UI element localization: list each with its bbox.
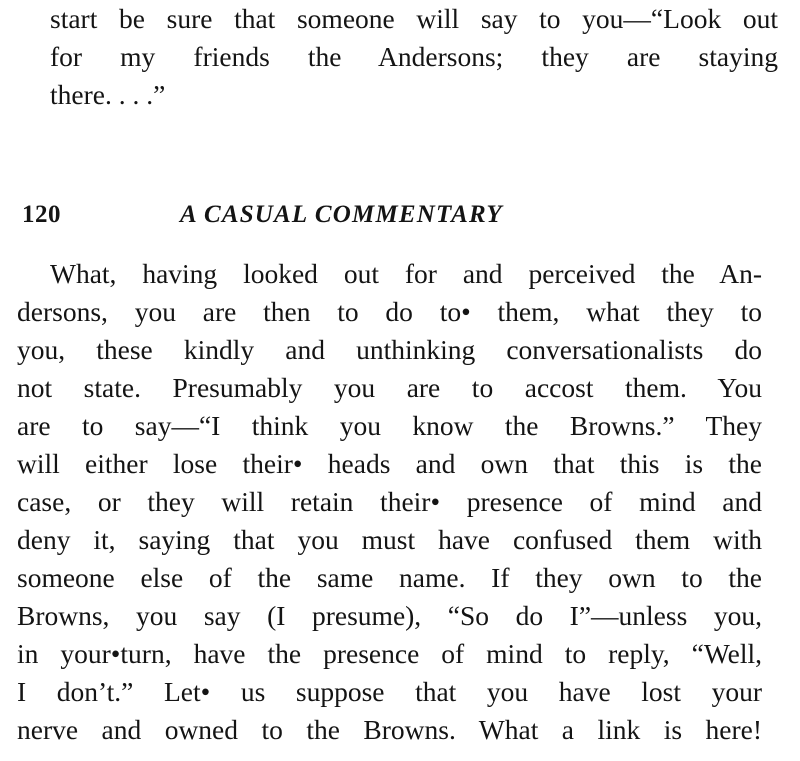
text-line: case, or they will retain their• presence of mind and	[17, 486, 762, 517]
text-line: What, having looked out for and perceived the An-	[50, 258, 762, 289]
text-line: start be sure that someone will say to you—“Look out	[50, 3, 778, 34]
text-line: not state. Presumably you are to accost them. You	[17, 372, 762, 403]
text-line: Browns, you say (I presume), “So do I”—unless you,	[17, 600, 762, 631]
running-title: A CASUAL COMMENTARY	[180, 201, 503, 228]
text-line: in your•turn, have the presence of mind to reply, “Well,	[17, 638, 762, 669]
text-line: I don’t.” Let• us suppose that you have lost your	[17, 676, 762, 707]
text-line: there. . . .”	[50, 79, 166, 110]
text-line: deny it, saying that you must have confused them with	[17, 524, 762, 555]
text-line: you, these kindly and unthinking conversationalists do	[17, 334, 762, 365]
page-header	[22, 196, 762, 234]
text-line: for my friends the Andersons; they are staying	[50, 41, 778, 72]
text-line: someone else of the same name. If they own to the	[17, 562, 762, 593]
text-line: nerve and owned to the Browns. What a link is here!	[17, 714, 762, 745]
text-line: will either lose their• heads and own that this is the	[17, 448, 762, 479]
text-line: are to say—“I think you know the Browns.” They	[17, 410, 762, 441]
page-number: 120	[22, 201, 61, 228]
text-line: dersons, you are then to do to• them, what they to	[17, 296, 762, 327]
